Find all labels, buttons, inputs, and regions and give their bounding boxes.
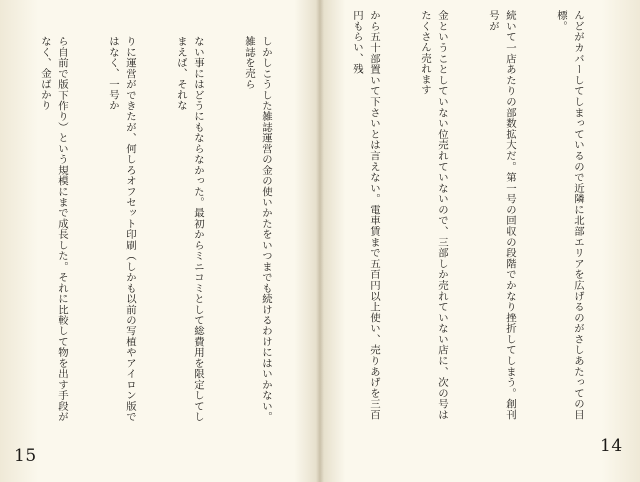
page-number: 14 bbox=[600, 436, 623, 456]
text-line: ない事にはどうにもならなかった。最初からミニコミとして総費用を限定してしまえば、それな bbox=[175, 36, 204, 422]
text-line: から五十部置いて下さいとは言えない。電車賃まで五百円以上使い、売りあげを三百円もらい、残 bbox=[351, 10, 380, 420]
text-line: ら自前で版下作り）という規模にまで成長した。それに比較して物を出す手段がなく、金ばかり bbox=[39, 36, 68, 422]
text-line: りに運営ができたが、何しろオフセット印刷（しかも以前の写植やアイロン版ではなく、一号か bbox=[107, 36, 136, 422]
text-line: んどがカバーしてしまっているので近隣に北部エリアを広げるのがさしあたっての目標。 bbox=[555, 10, 584, 420]
right-page-body bbox=[330, 10, 620, 420]
text-line: 続いて一店あたりの部数拡大だ。第一号の回収の段階でかなり挫折してしまう。創刊号が bbox=[487, 10, 516, 420]
page-number: 15 bbox=[14, 446, 37, 466]
left-page-body bbox=[22, 36, 308, 422]
right-page bbox=[320, 0, 640, 482]
text-line: 金ということしていない位売れていないので、三部しか売れていない店に、次の号はたくさん売れます bbox=[419, 10, 448, 420]
text-line: しかしこうした雑誌運営の金の使いかたをいつまでも続けるわけにはいかない。雑誌を売ら bbox=[243, 36, 272, 422]
